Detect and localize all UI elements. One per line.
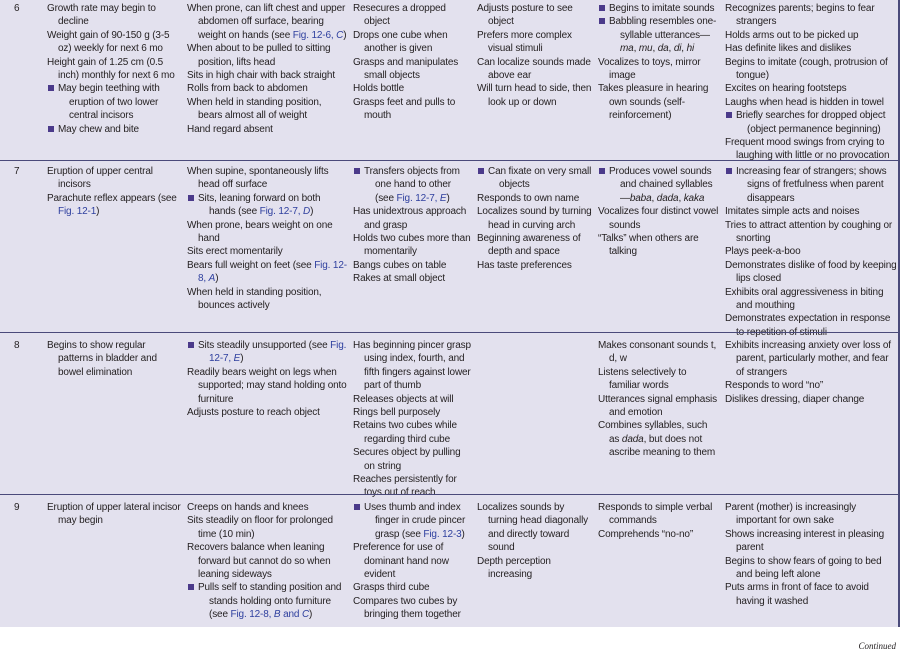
milestone-item: Puts arms in front of face to avoid having it washed — [725, 582, 869, 607]
milestone-item: Listens selectively to familiar words — [598, 366, 687, 392]
key-milestone-item: Transfers objects from one hand to other (see Fig. 12-7, E) — [353, 165, 471, 205]
milestone-item: Frequent mood swings from crying to laughing with little or no provocation — [725, 137, 890, 162]
socialization-cell — [725, 339, 897, 406]
milestone-item: Takes pleasure in hearing own sounds (self-reinforcement) — [598, 83, 709, 122]
milestone-item: Rakes at small object — [353, 273, 445, 285]
sensory-cell — [477, 501, 595, 581]
figure-reference: Fig. 12-6, C — [292, 29, 344, 41]
milestone-item: Imitates simple acts and noises — [725, 206, 860, 218]
milestone-item: Will turn head to side, then look up or down — [477, 83, 592, 108]
milestone-item: Parachute reflex appears (see Fig. 12-1) — [47, 192, 177, 218]
key-milestone-item: Sits steadily unsupported (see Fig. 12-7, E) — [187, 339, 347, 366]
table-row-age-8 — [0, 332, 898, 499]
socialization-cell — [725, 501, 897, 608]
milestone-item: Releases objects at will — [353, 393, 454, 405]
milestone-item: Utterances signal emphasis and emotion — [598, 393, 717, 419]
fine-motor-cell — [353, 501, 471, 622]
milestone-item: Sits erect momentarily — [187, 246, 283, 258]
milestone-item: When prone, can lift chest and upper abdomen off surface, bearing weight on hands (see Fig. 12-6, C) — [187, 3, 347, 41]
milestone-item: Height gain of 1.25 cm (0.5 inch) monthly for next 6 mo — [47, 56, 175, 82]
milestone-item: Holds arms out to be picked up — [725, 29, 859, 41]
gross-motor-cell — [187, 165, 347, 312]
age-cell: 6 — [14, 3, 20, 14]
milestone-item: Compares two cubes by bringing them together — [353, 595, 461, 621]
table-row-age-7 — [0, 160, 898, 338]
age-cell: 8 — [14, 340, 20, 351]
vocalization-cell — [598, 339, 720, 460]
milestone-item: Rolls from back to abdomen — [187, 83, 308, 95]
milestone-item: Resecures a dropped object — [353, 3, 446, 28]
key-milestone-item: Sits, leaning forward on both hands (see Fig. 12-7, D) — [187, 192, 347, 219]
physical-cell — [47, 339, 181, 379]
milestone-item: Has taste preferences — [477, 259, 572, 271]
milestone-item: Begins to show fears of going to bed and being left alone — [725, 555, 882, 581]
milestone-item: Recovers balance when leaning forward but cannot do so when leaning sideways — [187, 542, 331, 581]
milestone-item: Depth perception increasing — [477, 555, 551, 581]
figure-reference: Fig. 12-8, A — [198, 259, 347, 285]
table-row-age-6 — [0, 2, 898, 160]
milestone-item: Can localize sounds made above ear — [477, 56, 591, 82]
milestone-item: Combines syllables, such as dada, but does not ascribe meaning to them — [598, 420, 716, 459]
vocalization-cell — [598, 501, 720, 541]
milestone-item: Retains two cubes while regarding third cube — [353, 420, 457, 445]
milestone-item: Prefers more complex visual stimuli — [477, 29, 572, 55]
fine-motor-cell — [353, 165, 471, 286]
milestone-item: Hand regard absent — [187, 123, 273, 135]
milestone-item: Responds to simple verbal commands — [598, 502, 713, 527]
gross-motor-cell — [187, 339, 347, 419]
figure-reference: Fig. 12-1 — [58, 206, 97, 218]
key-milestone-item: Produces vowel sounds and chained syllables—baba, dada, kaka — [598, 165, 720, 205]
milestone-item: Reaches persistently for toys out of reach — [353, 474, 457, 499]
milestone-item: Bangs cubes on table — [353, 259, 447, 271]
physical-cell — [47, 2, 181, 136]
key-milestone-item: Begins to imitate sounds — [598, 2, 720, 15]
continued-label: Continued — [858, 641, 896, 651]
key-milestone-item: May chew and bite — [47, 123, 181, 136]
milestone-item: Grasps feet and pulls to mouth — [353, 96, 456, 122]
sensory-cell — [477, 2, 595, 109]
physical-cell — [47, 501, 181, 528]
milestone-item: Parent (mother) is increasingly important for own sake — [725, 502, 857, 527]
age-cell: 9 — [14, 502, 20, 513]
fine-motor-cell — [353, 2, 471, 123]
socialization-cell — [725, 2, 897, 163]
milestone-item: Grasps third cube — [353, 582, 430, 594]
gross-motor-cell — [187, 501, 347, 622]
milestone-item: Sits steadily on floor for prolonged time (10 min) — [187, 515, 333, 540]
milestone-item: When held in standing position, bounces actively — [187, 286, 322, 312]
key-milestone-item: Can fixate on very small objects — [477, 165, 595, 192]
milestone-item: Growth rate may begin to decline — [47, 3, 156, 28]
milestone-item: Begins to show regular patterns in bladder and bowel elimination — [47, 340, 157, 378]
key-milestone-item: Pulls self to standing position and stands holding onto furniture (see Fig. 12-8, B and C) — [187, 581, 347, 621]
milestone-item: Tries to attract attention by coughing or snorting — [725, 219, 893, 245]
milestone-item: Comprehends “no-no” — [598, 528, 694, 540]
milestone-item: Grasps and manipulates small objects — [353, 56, 459, 82]
milestone-item: Eruption of upper lateral incisor may begin — [47, 502, 181, 527]
figure-reference: Fig. 12-8, B and C — [230, 609, 310, 621]
vocalization-cell — [598, 165, 720, 259]
gross-motor-cell — [187, 2, 347, 136]
milestone-item: Drops one cube when another is given — [353, 29, 448, 55]
milestone-item: When about to be pulled to sitting position, lifts head — [187, 43, 331, 68]
milestone-item: Preference for use of dominant hand now evident — [353, 542, 449, 581]
milestone-item: Sits in high chair with back straight — [187, 70, 335, 82]
milestone-item: Secures object by pulling on string — [353, 447, 461, 472]
milestone-item: Exhibits oral aggressiveness in biting and mouthing — [725, 286, 884, 312]
milestone-item: Demonstrates expectation in response to repetition of stimuli — [725, 313, 891, 338]
milestone-item: Exhibits increasing anxiety over loss of parent, particularly mother, and fear of strangers — [725, 340, 891, 378]
milestone-item: Creeps on hands and knees — [187, 502, 309, 513]
milestone-item: Makes consonant sounds t, d, w — [598, 340, 717, 365]
key-milestone-item: Briefly searches for dropped object (object permanence beginning) — [725, 109, 897, 136]
milestone-item: Vocalizes to toys, mirror image — [598, 56, 701, 82]
milestone-item: Recognizes parents; begins to fear strangers — [725, 3, 875, 28]
physical-cell — [47, 165, 181, 219]
milestone-item: Adjusts posture to reach object — [187, 407, 320, 419]
age-cell: 7 — [14, 166, 20, 177]
milestone-item: Responds to own name — [477, 192, 580, 204]
milestone-item: Beginning awareness of depth and space — [477, 233, 581, 258]
sensory-cell — [477, 165, 595, 272]
figure-reference: Fig. 12-7, E — [396, 192, 447, 204]
milestone-item: Vocalizes four distinct vowel sounds — [598, 206, 719, 231]
socialization-cell — [725, 165, 897, 339]
milestone-item: Begins to imitate (cough, protrusion of tongue) — [725, 56, 888, 82]
fine-motor-cell — [353, 339, 471, 500]
figure-reference: Fig. 12-7, E — [209, 340, 347, 365]
milestone-item: Weight gain of 90-150 g (3-5 oz) weekly for next 6 mo — [47, 29, 170, 55]
milestone-item: Has definite likes and dislikes — [725, 43, 852, 55]
milestone-item: Shows increasing interest in pleasing parent — [725, 528, 885, 554]
milestone-item: Holds two cubes more than momentarily — [353, 233, 471, 258]
milestone-item: Localizes sound by turning head in curving arch — [477, 206, 592, 231]
milestone-item: Readily bears weight on legs when supported; may stand holding onto furniture — [187, 366, 347, 405]
key-milestone-item: Babbling resembles one-syllable utterances—ma, mu, da, di, hi — [598, 15, 720, 55]
milestone-item: Holds bottle — [353, 83, 405, 95]
milestone-item: Excites on hearing footsteps — [725, 83, 847, 95]
figure-reference: Fig. 12-3 — [423, 528, 462, 540]
key-milestone-item: Uses thumb and index finger in crude pincer grasp (see Fig. 12-3) — [353, 501, 471, 541]
milestone-item: Laughs when head is hidden in towel — [725, 96, 884, 108]
key-milestone-item: Increasing fear of strangers; shows signs of fretfulness when parent disappears — [725, 165, 897, 205]
figure-reference: Fig. 12-7, D — [259, 206, 311, 218]
milestone-item: Responds to word “no” — [725, 380, 824, 392]
milestone-item: When prone, bears weight on one hand — [187, 219, 333, 245]
milestone-item: Adjusts posture to see object — [477, 3, 573, 28]
key-milestone-item: May begin teething with eruption of two lower central incisors — [47, 82, 181, 122]
milestone-item: Rings bell purposely — [353, 407, 441, 419]
milestone-item: When held in standing position, bears almost all of weight — [187, 96, 322, 122]
milestone-item: Plays peek-a-boo — [725, 246, 801, 258]
vocalization-cell — [598, 2, 720, 123]
milestone-item: “Talks” when others are talking — [598, 233, 699, 258]
milestone-item: Has beginning pincer grasp using index, fourth, and fifth fingers against lower part of thumb — [353, 340, 471, 392]
milestone-item: When supine, spontaneously lifts head off surface — [187, 166, 329, 191]
table-row-age-9 — [0, 494, 898, 626]
milestone-item: Demonstrates dislike of food by keeping lips closed — [725, 259, 897, 285]
milestone-item: Bears full weight on feet (see Fig. 12-8, A) — [187, 259, 347, 285]
milestone-item: Eruption of upper central incisors — [47, 166, 153, 191]
milestone-item: Dislikes dressing, diaper change — [725, 393, 865, 405]
milestone-item: Localizes sounds by turning head diagonally and directly toward sound — [477, 502, 589, 554]
milestone-item: Has unidextrous approach and grasp — [353, 206, 467, 231]
